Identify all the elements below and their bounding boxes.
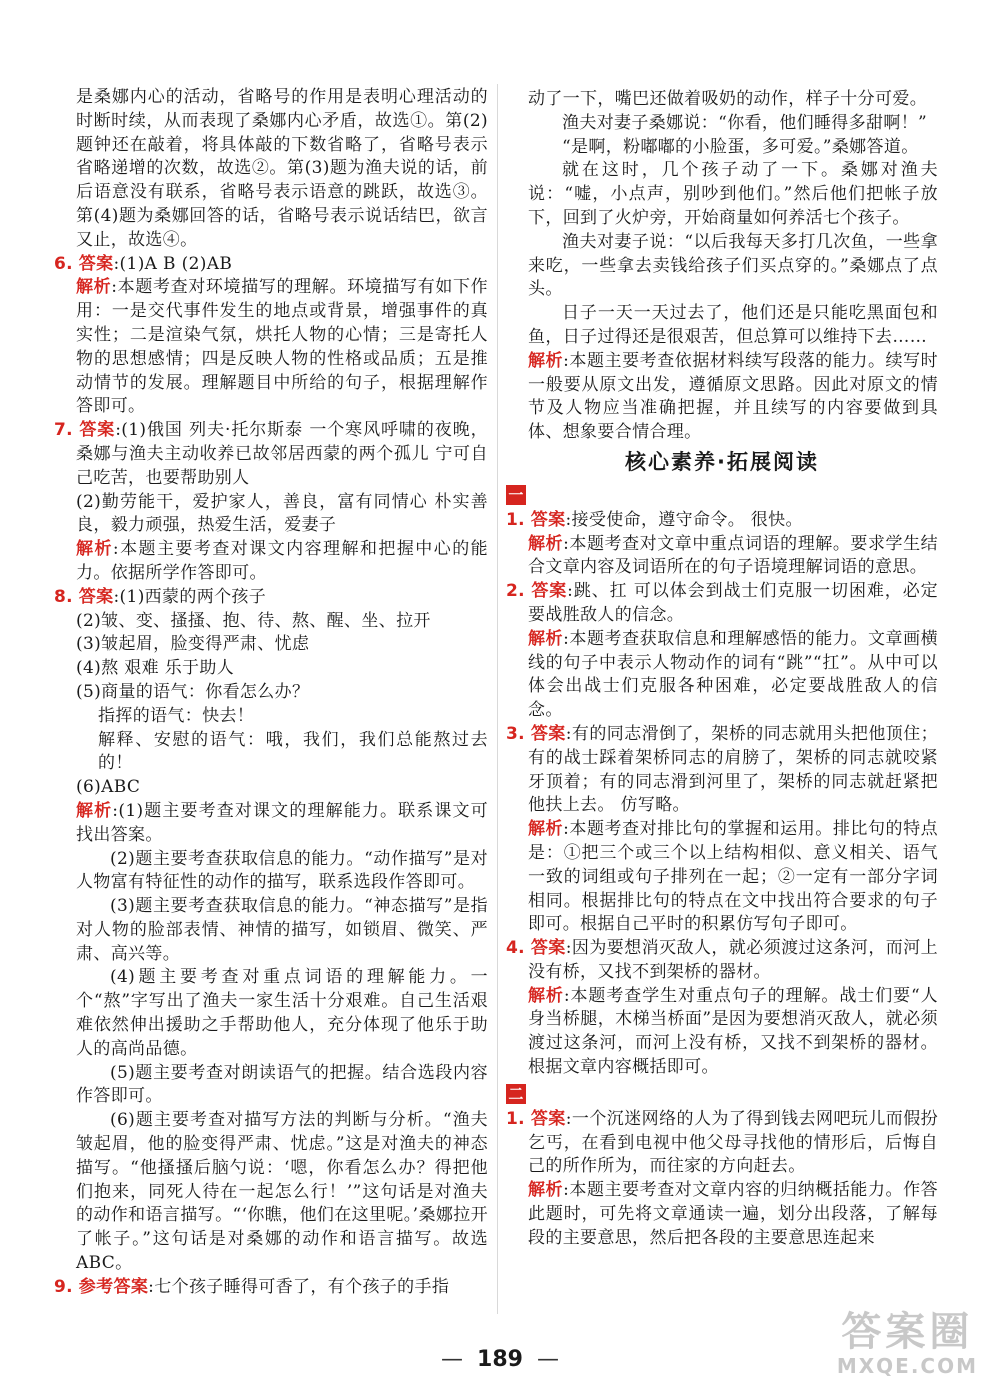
continuation-6: 日子一天一天过去了，他们还是只能吃黑面包和鱼，日子过得还是很艰苦，但总算可以维持下去…… <box>528 303 938 347</box>
question-9 <box>54 1276 488 1300</box>
part1-question-1 <box>506 509 938 580</box>
p2q1-explain-label: 解析 <box>528 1180 564 1201</box>
q6-number: 6. <box>54 253 73 274</box>
continuation-3: “是啊，粉嘟嘟的小脸蛋，多可爱。”桑娜答道。 <box>562 136 919 157</box>
q8-explain-1: :(1)题主要考查对课文的理解能力。联系课文可找出答案。 <box>76 800 488 845</box>
left-column <box>54 86 488 1300</box>
column-divider <box>497 84 498 1314</box>
p1q3-number: 3. <box>506 723 525 744</box>
page-number-value: 189 <box>477 1347 523 1372</box>
p1q4-answer: :因为要想消灭敌人，就必须渡过这条河，而河上没有桥，又找不到架桥的器材。 <box>528 938 938 982</box>
p1q4-number: 4. <box>506 938 525 959</box>
p2q1-answer: :一个沉迷网络的人为了得到钱去网吧玩儿而假扮乞丐，在看到电视中他父母寻找他的情形后，后悔自己的所作所为，而往家的方向赶去。 <box>528 1108 938 1177</box>
q8-explain-4: (4)题主要考查对重点词语的理解能力。一个“熬”字写出了渔夫一家生活十分艰难。自己生活艰难依然伸出援助之手帮助他人，充分体现了他乐于助人的高尚品德。 <box>76 967 488 1059</box>
part2-question-1 <box>506 1108 938 1251</box>
q9-explain-label: 解析 <box>528 350 564 371</box>
part1-question-3 <box>506 723 938 937</box>
question-7 <box>54 419 488 586</box>
right-column <box>506 88 938 1251</box>
question-8 <box>54 586 488 1276</box>
p2q1-answer-label: 答案 <box>530 1108 566 1129</box>
q8-answer-5b: 指挥的语气：快去！ <box>98 705 255 726</box>
p1q4-explain-label: 解析 <box>528 985 564 1006</box>
q8-explain-5: (5)题主要考查对朗读语气的把握。结合选段内容作答即可。 <box>76 1062 488 1107</box>
q9-answer: :七个孩子睡得可香了，有个孩子的手指 <box>148 1276 450 1297</box>
q7-answer-label: 答案 <box>79 420 116 441</box>
question-6 <box>54 253 488 420</box>
q8-answer-6: (6)ABC <box>76 777 141 798</box>
p1q2-answer: :跳、扛 可以体会到战士们克服一切困难，必定要战胜敌人的信念。 <box>528 581 938 625</box>
intro-paragraph: 是桑娜内心的活动，省略号的作用是表明心理活动的时断时续，从而表现了桑娜内心矛盾，故选①。第(2)题钟还在敲着，将具体敲的下数省略了，省略号表示省略递增的次数，故选②。第(3)题为渔夫说的话，前后语意没有联系，省略号表示语意的跳跃，故选③。第(4)题为桑娜回答的话，省略号表示说话结巴，欲言又止，故选④。 <box>76 87 488 250</box>
q8-answer-3: (3)皱起眉，脸变得严肃、忧虑 <box>76 634 310 655</box>
watermark-url: MXQE.COM <box>836 1354 978 1378</box>
p1q2-explain-label: 解析 <box>528 628 564 649</box>
q6-answer-label: 答案 <box>78 253 114 274</box>
q8-explain-2: (2)题主要考查获取信息的能力。“动作描写”是对人物富有特征性的动作的描写，联系选段作答即可。 <box>76 848 488 893</box>
continuation-1: 动了一下，嘴巴还做着吸奶的动作，样子十分可爱。 <box>528 89 928 109</box>
p1q1-answer-label: 答案 <box>530 509 566 530</box>
p1q3-explain-label: 解析 <box>528 819 564 840</box>
part-one-marker: 一 <box>506 485 526 505</box>
q8-answer-label: 答案 <box>78 586 114 607</box>
q7-explanation: :本题主要考查对课文内容理解和把握中心的能力。依据所学作答即可。 <box>76 539 488 583</box>
continuation-2: 渔夫对妻子桑娜说：“你看，他们睡得多甜啊！” <box>562 112 928 133</box>
q8-explain-3: (3)题主要考查获取信息的能力。“神态描写”是指对人物的脸部表情、神情的描写，如锁眉、微笑、严肃、高兴等。 <box>76 896 488 964</box>
continuation-5: 渔夫对妻子说：“以后我每天多打几次鱼，一些拿来吃，一些拿去卖钱给孩子们买点穿的。”桑娜点了点头。 <box>528 231 938 300</box>
p1q2-explanation: :本题考查获取信息和理解感悟的能力。文章画横线的句子中表示人物动作的词有“跳”“扛”。从中可以体会出战士们克服各种困难，必定要战胜敌人的信念。 <box>528 628 938 721</box>
part-two-marker: 二 <box>506 1084 526 1104</box>
q7-explain-label: 解析 <box>76 539 113 560</box>
watermark <box>837 1310 978 1378</box>
q6-explanation: :本题考查对环境描写的理解。环境描写有如下作用：一是交代事件发生的地点或背景，增强事件的真实性；二是渲染气氛，烘托人物的心情；三是寄托人物的思想感情；四是反映人物的性格或品质；五是推动情节的发展。理解题目中所给的句子，根据理解作答即可。 <box>76 277 488 417</box>
q8-explain-6: (6)题主要考查对描写方法的判断与分析。“渔夫皱起眉，他的脸变得严肃、忧虑。”这是对渔夫的神态描写。“他搔搔后脑勺说：‘嗯，你看怎么办？得把他们抱来，同死人待在一起怎么行！’”这句话是对渔夫的动作和语言描写。“‘你瞧，他们在这里呢。’桑娜拉开了帐子。”这句话是对桑娜的动作和语言描写。故选ABC。 <box>76 1110 488 1274</box>
q8-answer-1: :(1)西蒙的两个孩子 <box>113 586 267 607</box>
watermark-logo: 答案圈 <box>841 1309 974 1355</box>
p2q1-explanation: :本题主要考查对文章内容的归纳概括能力。作答此题时，可先将文章通读一遍，划分出段落，了解每段的主要意思，然后把各段的主要意思连起来 <box>528 1180 938 1248</box>
p1q2-answer-label: 答案 <box>531 581 568 602</box>
continuation-4: 就在这时，几个孩子动了一下。桑娜对渔夫说：“嘘，小点声，别吵到他们。”然后他们把帐子放下，回到了火炉旁，开始商量如何养活七个孩子。 <box>528 160 938 228</box>
q7-number: 7. <box>54 420 73 441</box>
q6-explain-label: 解析 <box>76 277 112 298</box>
q8-answer-5c: 解释、安慰的语气：哦，我们，我们总能熬过去的！ <box>98 729 488 774</box>
section-title: 核心素养·拓展阅读 <box>625 449 819 474</box>
p1q4-explanation: :本题考查学生对重点句子的理解。战士们要“人身当桥腿，木梯当桥面”是因为要想消灭敌人，就必须渡过这条河，而河上没有桥，又找不到架桥的器材。根据文章内容概括即可。 <box>528 985 939 1078</box>
p1q3-answer-label: 答案 <box>530 723 566 744</box>
p1q2-number: 2. <box>506 581 525 602</box>
q9-number: 9. <box>54 1276 73 1297</box>
q8-answer-2: (2)皱、变、搔搔、抱、待、熬、醒、坐、拉开 <box>76 610 431 631</box>
q8-answer-5: (5)商量的语气：你看怎么办？ <box>76 681 310 702</box>
p1q1-explain-label: 解析 <box>528 533 564 554</box>
q7-answer-2: (2)勤劳能干，爱护家人，善良，富有同情心 朴实善良，毅力顽强，热爱生活，爱妻子 <box>76 491 488 536</box>
p1q3-explanation: :本题考查对排比句的掌握和运用。排比句的特点是：①把三个或三个以上结构相似、意义相关、语气一致的词组或句子排列在一起；②一定有一部分字词相同。根据排比句的特点在文中找出符合要求的句子即可。根据自己平时的积累仿写句子即可。 <box>528 819 938 935</box>
q9-explanation: :本题主要考查依据材料续写段落的能力。续写时一般要从原文出发，遵循原文思路。因此对原文的情节及人物应当准确把握，并且续写的内容要做到具体、想象要合情合理。 <box>528 350 938 443</box>
q9-answer-label: 参考答案 <box>78 1276 149 1297</box>
q6-answer: :(1)A B (2)AB <box>113 253 233 274</box>
p1q1-number: 1. <box>506 509 525 530</box>
p1q4-answer-label: 答案 <box>530 938 566 959</box>
q8-number: 8. <box>54 586 73 607</box>
p1q3-answer: :有的同志滑倒了，架桥的同志就用头把他顶住；有的战士踩着架桥同志的肩膀了，架桥的同志就咬紧牙顶着；有的同志滑到河里了，架桥的同志就赶紧把他扶上去。 仿写略。 <box>528 723 938 816</box>
p1q1-explanation: :本题考查对文章中重点词语的理解。要求学生结合文章内容及词语所在的句子语境理解词语的意思。 <box>528 533 938 578</box>
q8-answer-4: (4)熬 艰难 乐于助人 <box>76 658 235 679</box>
part1-question-2 <box>506 580 938 723</box>
p1q1-answer: :接受使命，遵守命令。 很快。 <box>565 509 803 530</box>
page-number: — 189 — <box>441 1347 559 1372</box>
part1-question-4 <box>506 937 938 1080</box>
p2q1-number: 1. <box>506 1108 525 1129</box>
q7-answer-1: :(1)俄国 列夫·托尔斯泰 一个寒风呼啸的夜晚，桑娜与渔夫主动收养已故邻居西蒙的两个孤儿 宁可自己吃苦，也要帮助别人 <box>76 420 488 488</box>
q8-explain-label: 解析 <box>76 800 113 821</box>
